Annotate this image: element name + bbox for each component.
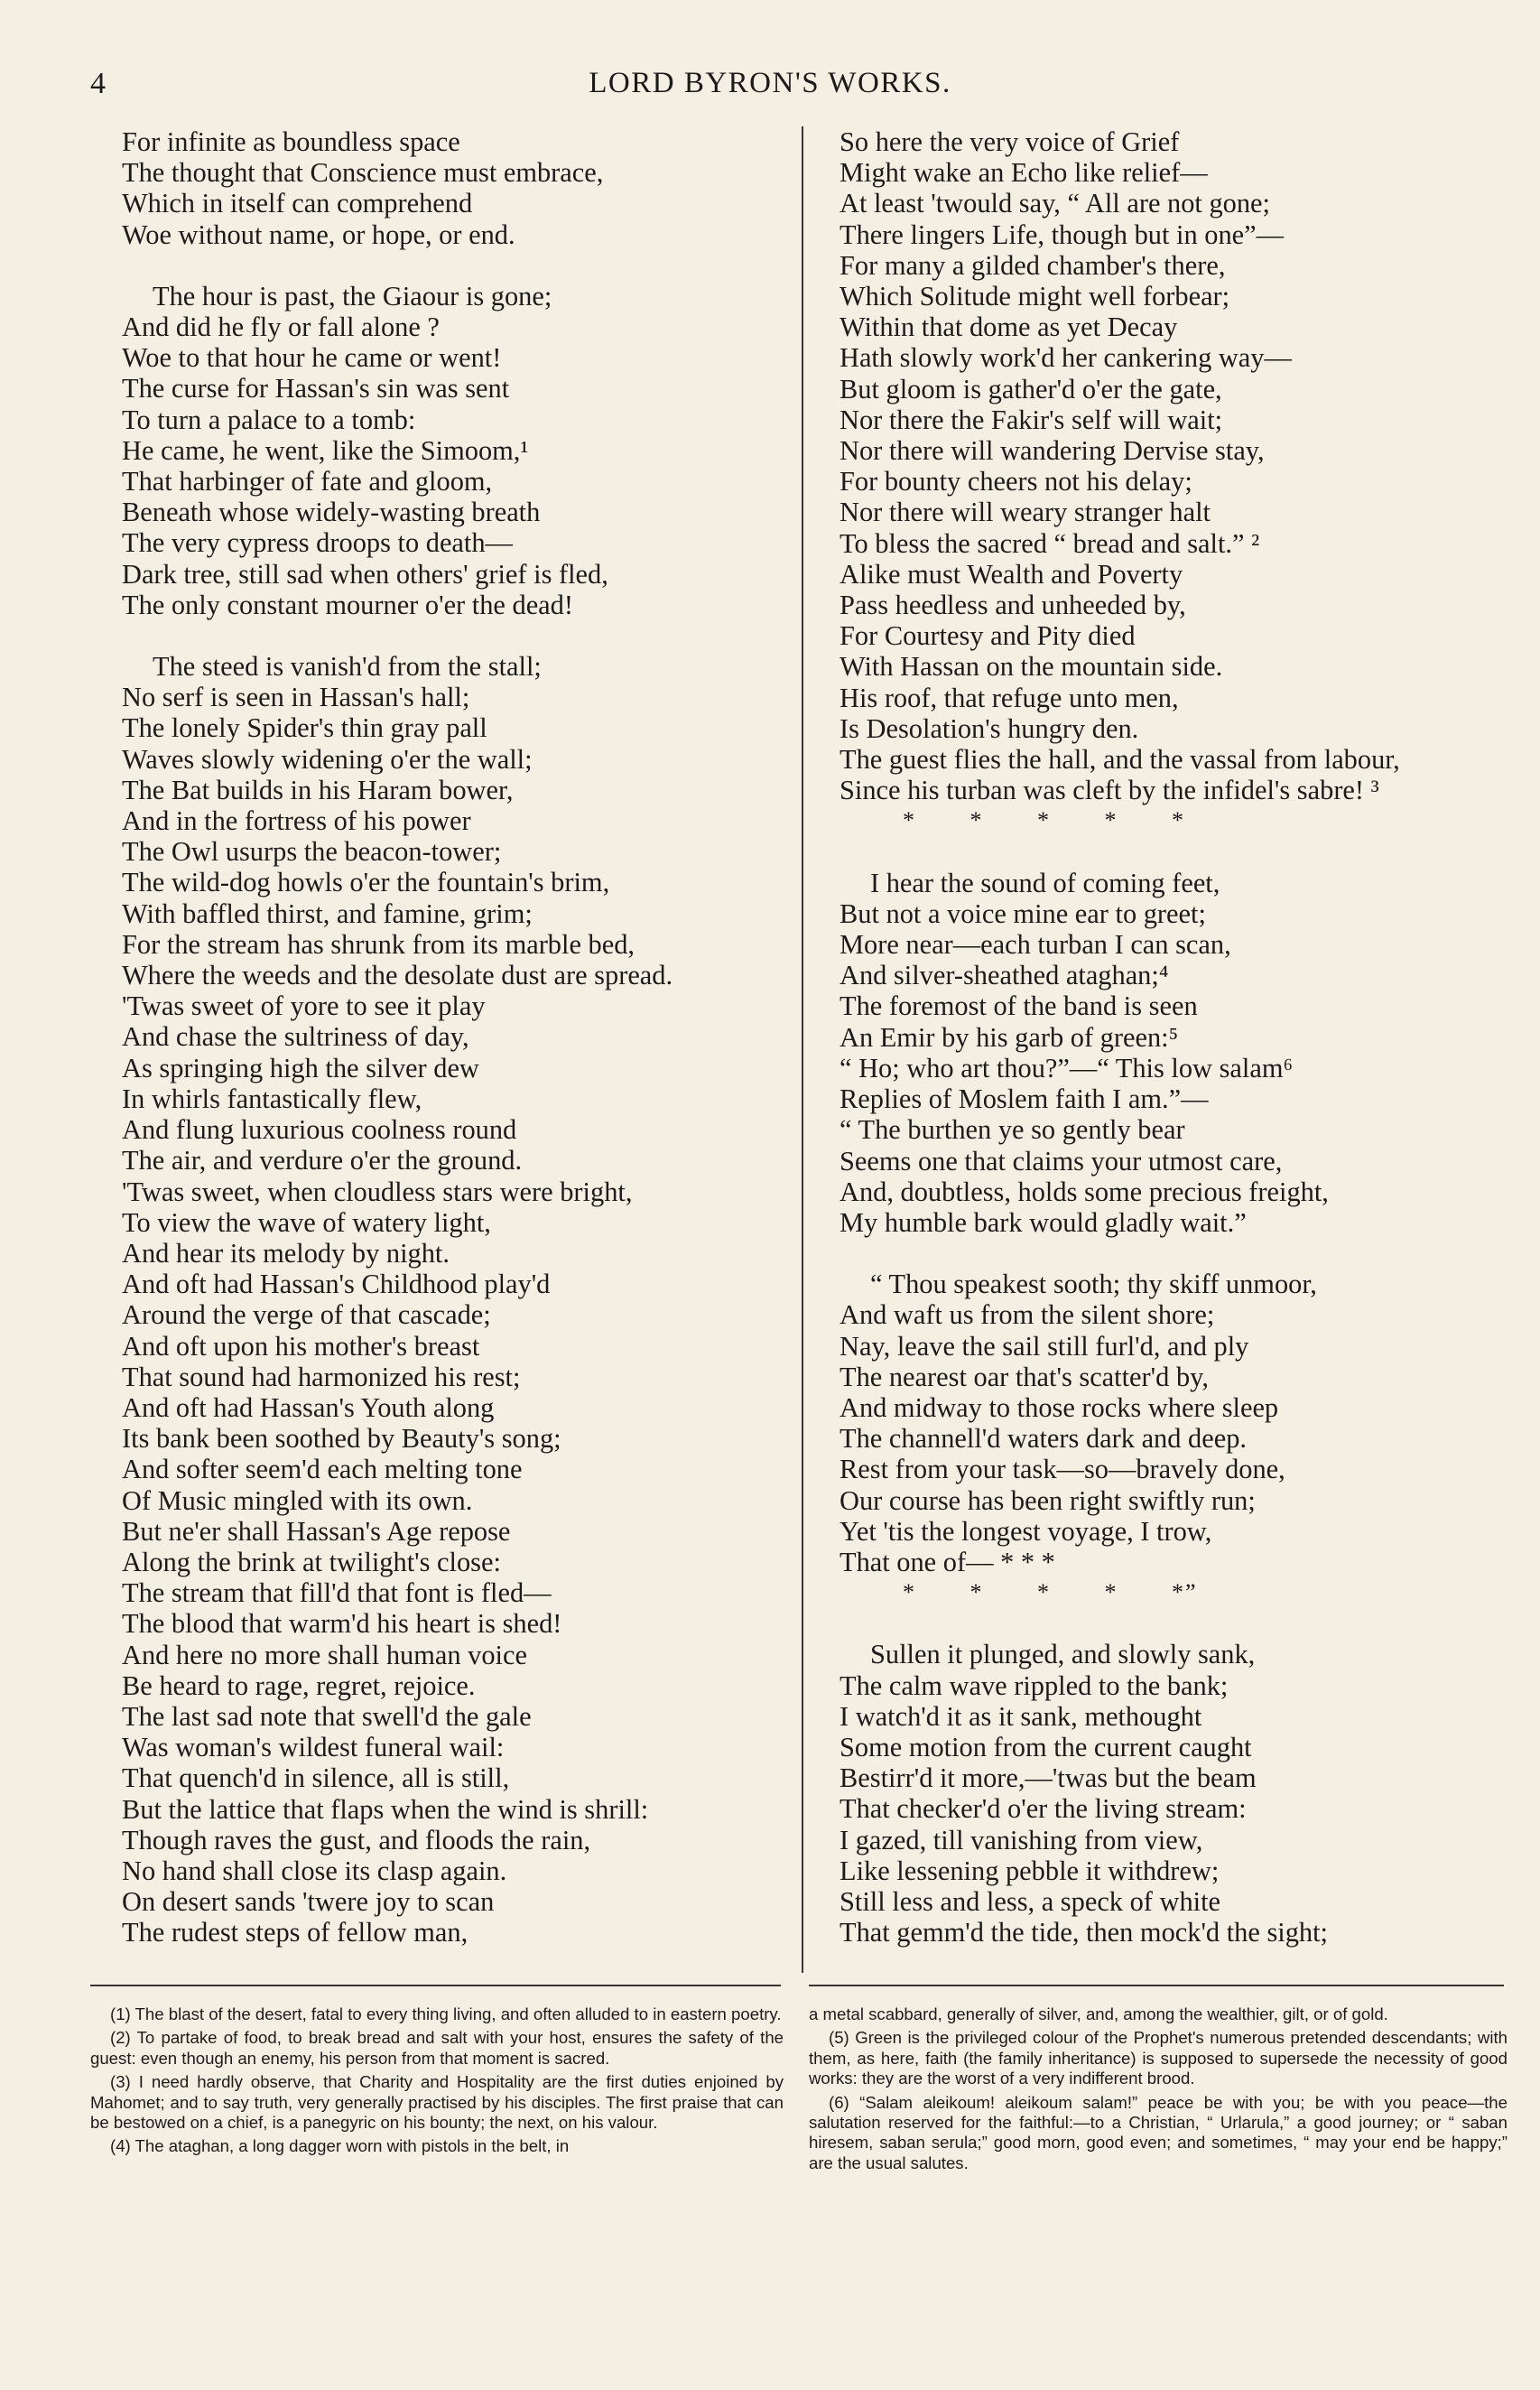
footnote: (4) The ataghan, a long dagger worn with pistols in the belt, in — [110, 2136, 570, 2156]
footnote-rule-right — [809, 1985, 1504, 1986]
verse-line: The curse for Hassan's sin was sent — [122, 373, 510, 405]
verse-line: Hath slowly work'd her cankering way— — [840, 342, 1292, 374]
verse-line: That harbinger of fate and gloom, — [122, 466, 493, 498]
verse-line: The Owl usurps the beacon-tower; — [122, 836, 502, 868]
verse-line: No hand shall close its clasp again. — [122, 1855, 507, 1886]
verse-line: Woe without name, or hope, or end. — [122, 219, 515, 250]
verse-line: But ne'er shall Hassan's Age repose — [122, 1515, 511, 1547]
verse-line: The thought that Conscience must embrace, — [122, 157, 604, 189]
verse-line: The blood that warm'd his heart is shed! — [122, 1608, 562, 1640]
verse-line: He came, he went, like the Simoom,¹ — [122, 434, 529, 466]
verse-line: Its bank been soothed by Beauty's song; — [122, 1423, 561, 1455]
page-number: 4 — [90, 67, 106, 100]
verse-line: But not a voice mine ear to greet; — [840, 897, 1206, 929]
verse-line: That one of— * * * — [840, 1546, 1055, 1577]
verse-line: And softer seem'd each melting tone — [122, 1454, 523, 1485]
verse-line: Of Music mingled with its own. — [122, 1484, 473, 1516]
running-title: LORD BYRON'S WORKS. — [589, 67, 951, 99]
verse-line: For many a gilded chamber's there, — [840, 249, 1226, 281]
verse-line: The Bat builds in his Haram bower, — [122, 774, 514, 805]
verse-line: With Hassan on the mountain side. — [840, 651, 1223, 683]
footnote: (6) “Salam aleikoum! aleikoum salam!” peace be with you; be with you peace—the salutation reserved for the faithful:—to a Christian, “ Urlarula,” a good journey; or “ saban hiresem, saban serula;” good morn, good even; and sometimes, “ may your end be happy;” are the usual salutes. — [809, 2092, 1508, 2172]
verse-line: Like lessening pebble it withdrew; — [840, 1855, 1220, 1886]
verse-line: Sullen it plunged, and slowly sank, — [870, 1639, 1256, 1670]
verse-line: For the stream has shrunk from its marble bed, — [122, 928, 635, 960]
stanza — [122, 651, 790, 1948]
verse-line: And oft upon his mother's breast — [122, 1330, 480, 1362]
stanza — [840, 1269, 1508, 1608]
verse-line: So here the very voice of Grief — [840, 126, 1180, 157]
verse-line: Rest from your task—so—bravely done, — [840, 1454, 1285, 1485]
verse-line: Around the verge of that cascade; — [122, 1299, 491, 1331]
footnote: a metal scabbard, generally of silver, and, among the wealthier, gilt, or of gold. — [809, 2004, 1388, 2023]
verse-line: Be heard to rage, regret, rejoice. — [122, 1669, 476, 1701]
verse-line: Beneath whose widely-wasting breath — [122, 497, 541, 528]
verse-line: More near—each turban I can scan, — [840, 929, 1231, 961]
verse-line: And oft had Hassan's Childhood play'd — [122, 1269, 551, 1300]
stanza — [122, 126, 790, 250]
verse-line: At least 'twould say, “ All are not gone; — [840, 188, 1270, 219]
verse-line: In whirls fantastically flew, — [122, 1083, 422, 1114]
verse-line: The foremost of the band is seen — [840, 990, 1198, 1022]
verse-line: For bounty cheers not his delay; — [840, 466, 1192, 498]
verse-line: Nor there will wandering Dervise stay, — [840, 435, 1265, 467]
stanza — [840, 868, 1508, 1238]
verse-line: My humble bark would gladly wait.” — [840, 1206, 1247, 1238]
verse-line: Replies of Moslem faith I am.”— — [840, 1083, 1209, 1115]
verse-line: As springing high the silver dew — [122, 1052, 479, 1083]
verse-line: 'Twas sweet, when cloudless stars were bright, — [122, 1176, 633, 1207]
verse-line: Within that dome as yet Decay — [840, 312, 1178, 343]
verse-line: The guest flies the hall, and the vassal from labour, — [840, 744, 1400, 776]
verse-line: The wild-dog howls o'er the fountain's brim, — [122, 867, 610, 898]
stanza — [840, 126, 1508, 837]
verse-line: I watch'd it as it sank, methought — [840, 1700, 1202, 1732]
verse-line: And oft had Hassan's Youth along — [122, 1391, 495, 1423]
footnote: (5) Green is the privileged colour of the Prophet's numerous pretended descendants; with them, as here, faith (the family inheritance) is supposed to supersede the necessity of good works: they are the worst of a very indifferent brood. — [809, 2028, 1508, 2088]
verse-line: Still less and less, a speck of white — [840, 1885, 1221, 1917]
verse-line: The steed is vanish'd from the stall; — [153, 651, 542, 683]
section-break-asterisks: * * * * * — [903, 807, 1185, 834]
verse-line: Was woman's wildest funeral wail: — [122, 1732, 505, 1763]
verse-line: Seems one that claims your utmost care, — [840, 1145, 1283, 1176]
verse-line: Which Solitude might well forbear; — [840, 281, 1230, 312]
verse-line: But gloom is gather'd o'er the gate, — [840, 373, 1222, 405]
footnote: (1) The blast of the desert, fatal to every thing living, and often alluded to in eastern poetry. — [110, 2004, 782, 2023]
verse-line: To turn a palace to a tomb: — [122, 404, 416, 435]
verse-line: And chase the sultriness of day, — [122, 1021, 469, 1053]
verse-line: “ The burthen ye so gently bear — [840, 1114, 1185, 1146]
verse-line: Woe to that hour he came or went! — [122, 342, 502, 374]
verse-line: I gazed, till vanishing from view, — [840, 1824, 1203, 1855]
verse-line: 'Twas sweet of yore to see it play — [122, 990, 486, 1022]
stanza — [122, 281, 790, 620]
verse-line: Alike must Wealth and Poverty — [840, 558, 1183, 590]
verse-line: And did he fly or fall alone ? — [122, 312, 440, 343]
verse-line: The hour is past, the Giaour is gone; — [153, 280, 552, 312]
verse-line: Which in itself can comprehend — [122, 188, 473, 219]
verse-line: For infinite as boundless space — [122, 126, 460, 157]
verse-line: That checker'd o'er the living stream: — [840, 1793, 1247, 1825]
footnote: (2) To partake of food, to break bread and salt with your host, ensures the safety of the guest: even though an enemy, his person from that moment is sacred. — [90, 2028, 784, 2068]
verse-line: And waft us from the silent shore; — [840, 1299, 1215, 1331]
verse-line: Bestirr'd it more,—'twas but the beam — [840, 1762, 1257, 1794]
verse-line: Dark tree, still sad when others' grief is fled, — [122, 558, 608, 590]
verse-line: I hear the sound of coming feet, — [870, 867, 1220, 898]
verse-line: Since his turban was cleft by the infidel's sabre! ³ — [840, 775, 1379, 806]
verse-line: And in the fortress of his power — [122, 805, 471, 837]
verse-line: Waves slowly widening o'er the wall; — [122, 743, 533, 775]
running-head — [0, 67, 1540, 103]
verse-line: And silver-sheathed ataghan;⁴ — [840, 960, 1169, 991]
verse-line: His roof, that refuge unto men, — [840, 682, 1179, 713]
verse-line: That sound had harmonized his rest; — [122, 1361, 521, 1392]
footnote: (3) I need hardly observe, that Charity and Hospitality are the first duties enjoined by Mahomet; and to say truth, very generally practised by his disciples. The first praise that can be bestowed on a chief, is a panegyric on his bounty; the next, on his valour. — [90, 2072, 784, 2133]
verse-line: And hear its melody by night. — [122, 1237, 450, 1269]
verse-line: Nay, leave the sail still furl'd, and ply — [840, 1330, 1249, 1362]
verse-line: The nearest oar that's scatter'd by, — [840, 1361, 1209, 1392]
verse-line: To bless the sacred “ bread and salt.” ² — [840, 527, 1260, 559]
verse-line: Along the brink at twilight's close: — [122, 1546, 501, 1577]
verse-line: And midway to those rocks where sleep — [840, 1391, 1279, 1423]
verse-line: The calm wave rippled to the bank; — [840, 1669, 1229, 1701]
verse-line: The air, and verdure o'er the ground. — [122, 1145, 523, 1176]
verse-line: That quench'd in silence, all is still, — [122, 1762, 510, 1794]
verse-line: Pass heedless and unheeded by, — [840, 590, 1186, 621]
verse-line: The only constant mourner o'er the dead! — [122, 589, 573, 620]
verse-line: The last sad note that swell'd the gale — [122, 1700, 532, 1732]
verse-line: Our course has been right swiftly run; — [840, 1484, 1256, 1516]
verse-line: The lonely Spider's thin gray pall — [122, 712, 487, 744]
verse-line: Nor there will weary stranger halt — [840, 497, 1211, 528]
verse-line: With baffled thirst, and famine, grim; — [122, 897, 533, 929]
verse-line: Some motion from the current caught — [840, 1731, 1252, 1762]
verse-line: An Emir by his garb of green:⁵ — [840, 1021, 1179, 1053]
verse-line: “ Thou speakest sooth; thy skiff unmoor, — [870, 1269, 1317, 1300]
section-break-asterisks: * * * * *” — [903, 1579, 1198, 1606]
verse-line: The very cypress droops to death— — [122, 527, 513, 559]
verse-line: Might wake an Echo like relief— — [840, 157, 1208, 189]
verse-line: The rudest steps of fellow man, — [122, 1917, 468, 1948]
footnote-rule-left — [90, 1985, 781, 1986]
footnotes-left — [90, 2004, 784, 2161]
verse-line: Nor there the Fakir's self will wait; — [840, 404, 1223, 435]
column-divider — [802, 126, 803, 1973]
verse-line: Though raves the gust, and floods the rain, — [122, 1824, 591, 1855]
verse-line: That gemm'd the tide, then mock'd the sight; — [840, 1917, 1328, 1948]
footnotes-right — [809, 2004, 1508, 2177]
verse-line: And here no more shall human voice — [122, 1639, 527, 1670]
left-column — [122, 126, 790, 1948]
verse-line: Yet 'tis the longest voyage, I trow, — [840, 1515, 1212, 1547]
verse-line: To view the wave of watery light, — [122, 1206, 491, 1238]
stanza — [840, 1639, 1508, 1948]
verse-line: But the lattice that flaps when the wind is shrill: — [122, 1793, 649, 1825]
right-column — [840, 126, 1508, 1948]
verse-line: There lingers Life, though but in one”— — [840, 219, 1285, 250]
verse-line: The channell'd waters dark and deep. — [840, 1423, 1248, 1455]
verse-line: Where the weeds and the desolate dust are spread. — [122, 960, 673, 991]
verse-line: And, doubtless, holds some precious freight, — [840, 1176, 1329, 1207]
verse-line: And flung luxurious coolness round — [122, 1114, 517, 1146]
verse-line: Is Desolation's hungry den. — [840, 712, 1139, 744]
verse-line: No serf is seen in Hassan's hall; — [122, 682, 470, 713]
verse-line: For Courtesy and Pity died — [840, 620, 1136, 652]
verse-line: On desert sands 'twere joy to scan — [122, 1886, 495, 1918]
verse-line: “ Ho; who art thou?”—“ This low salam⁶ — [840, 1052, 1294, 1083]
verse-line: The stream that fill'd that font is fled— — [122, 1577, 552, 1609]
